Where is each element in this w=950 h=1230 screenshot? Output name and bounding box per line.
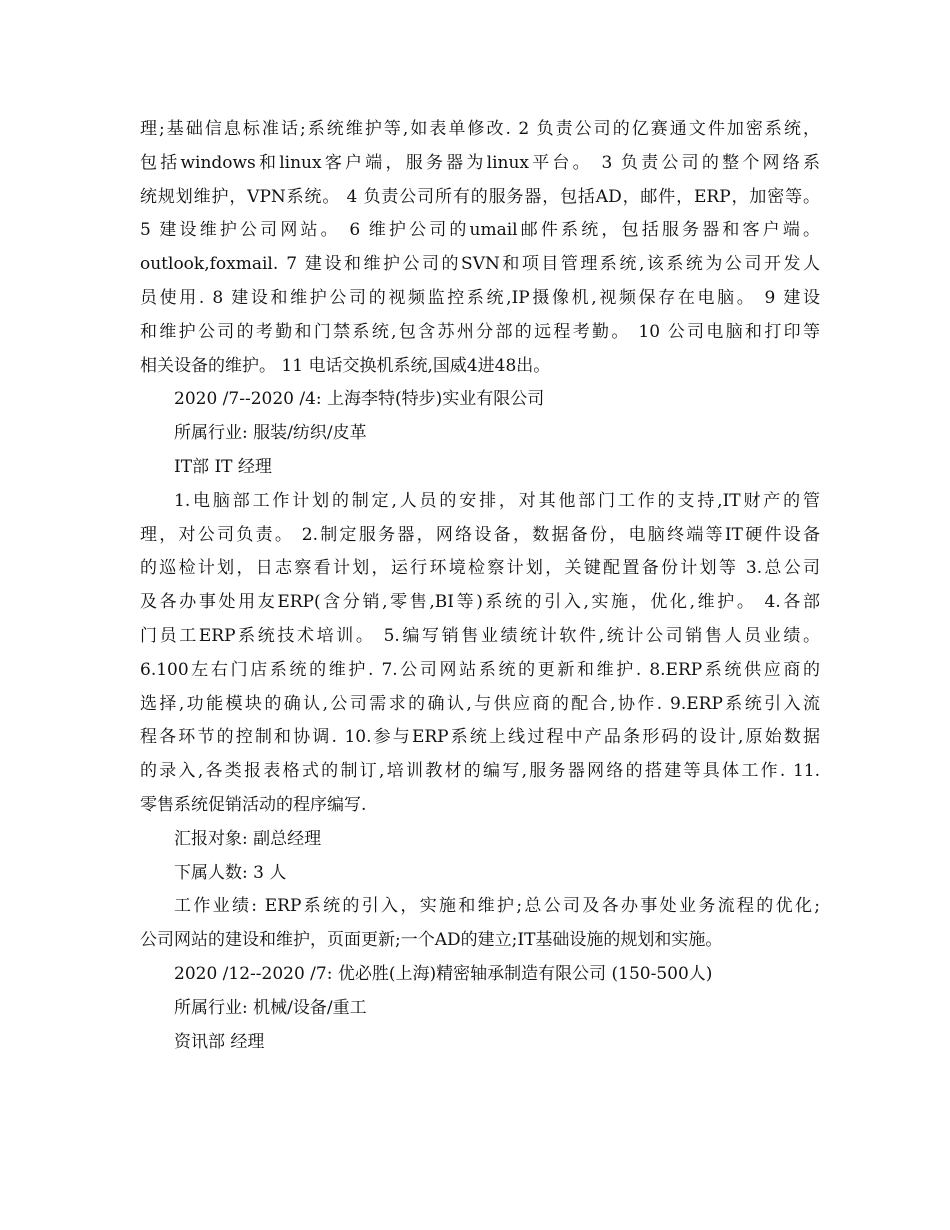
paragraph-line: 的巡检计划，日志察看计划，运行环境检察计划，关键配置备份计划等 3.总公司 (140, 558, 820, 579)
employment-period: 2020 /12--2020 /7: 优必胜(上海)精密轴承制造有限公司 (150-500人) (174, 963, 713, 984)
paragraph-line: 程各环节的控制和协调. 10.参与ERP系统上线过程中产品条形码的设计,原始数据 (140, 727, 820, 748)
achievements-line: 工作业绩: ERP系统的引入，实施和维护;总公司及各办事处业务流程的优化; (174, 896, 820, 917)
paragraph-line: 选择,功能模块的确认,公司需求的确认,与供应商的配合,协作. 9.ERP系统引入流 (140, 693, 820, 714)
paragraph-line: 员使用. 8 建设和维护公司的视频监控系统,IP摄像机,视频保存在电脑。 9 建设 (140, 287, 820, 308)
paragraph-line: 5 建设维护公司网站。 6 维护公司的umail邮件系统，包括服务器和客户端。 (140, 220, 820, 241)
paragraph-line: 公司网站的建设和维护，页面更新;一个AD的建立;IT基础设施的规划和实施。 (140, 930, 723, 951)
employment-period: 2020 /7--2020 /4: 上海李特(特步)实业有限公司 (174, 389, 545, 410)
paragraph-line: 1.电脑部工作计划的制定,人员的安排，对其他部门工作的支持,IT财产的管 (174, 490, 820, 511)
paragraph-line: 6.100左右门店系统的维护. 7.公司网站系统的更新和维护. 8.ERP系统供应商的 (140, 659, 820, 680)
paragraph-line: 包括windows和linux客户端，服务器为linux平台。 3 负责公司的整个网络系 (140, 152, 820, 173)
industry-line: 所属行业: 服装/纺织/皮革 (174, 423, 367, 444)
paragraph-line: 零售系统促销活动的程序编写. (140, 794, 367, 815)
paragraph-line: 理;基础信息标准话;系统维护等,如表单修改. 2 负责公司的亿赛通文件加密系统， (140, 119, 820, 139)
paragraph-line: 的录入,各类报表格式的制订,培训教材的编写,服务器网络的搭建等具体工作. 11. (140, 761, 820, 782)
paragraph-line: 及各办事处用友ERP(含分销,零售,BI等)系统的引入,实施，优化,维护。 4.各部 (140, 592, 820, 613)
paragraph-line: 相关设备的维护。 11 电话交换机系统,国威4进48出。 (140, 355, 551, 376)
position-title: 资讯部 经理 (174, 1031, 265, 1052)
paragraph-line: outlook,foxmail. 7 建设和维护公司的SVN和项目管理系统,该系统为公司开发人 (140, 254, 820, 275)
industry-line: 所属行业: 机械/设备/重工 (174, 997, 367, 1018)
paragraph-line: 门员工ERP系统技术培训。 5.编写销售业绩统计软件,统计公司销售人员业绩。 (140, 625, 820, 646)
paragraph-line: 理，对公司负责。 2.制定服务器，网络设备，数据备份，电脑终端等IT硬件设备 (140, 524, 820, 545)
report-to-line: 汇报对象: 副总经理 (174, 828, 322, 849)
subordinates-line: 下属人数: 3 人 (174, 862, 287, 883)
document-body (140, 113, 820, 1059)
position-title: IT部 IT 经理 (174, 456, 272, 477)
paragraph-line: 和维护公司的考勤和门禁系统,包含苏州分部的远程考勤。 10 公司电脑和打印等 (140, 321, 820, 342)
paragraph-line: 统规划维护，VPN系统。 4 负责公司所有的服务器，包括AD，邮件，ERP，加密等。 (140, 186, 820, 207)
